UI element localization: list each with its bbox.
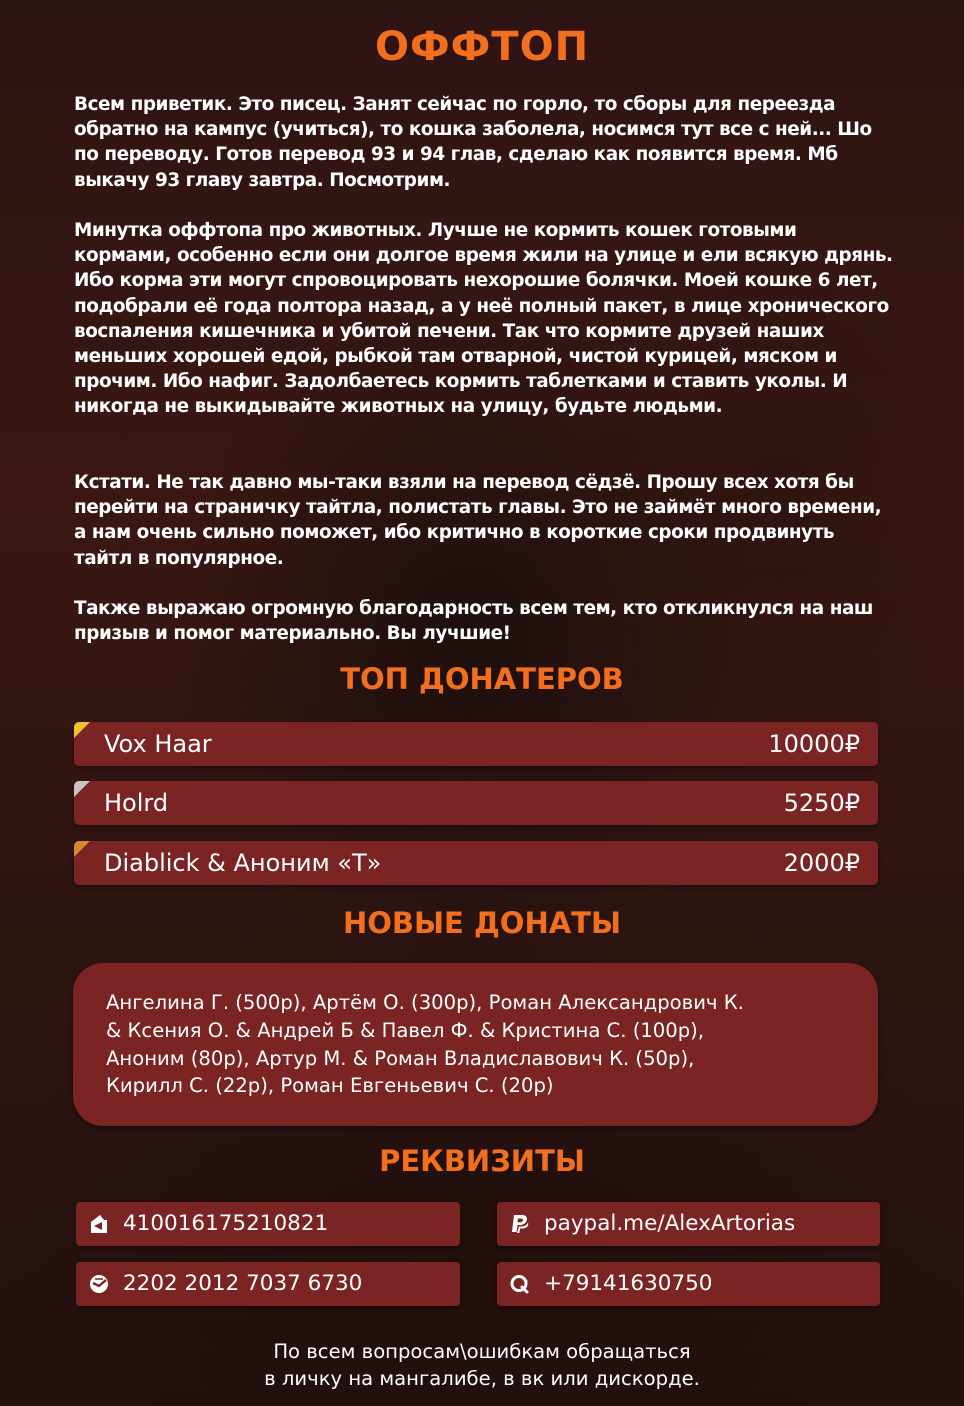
donor-amount: 5250₽ <box>783 789 860 817</box>
yoomoney-wallet-icon <box>88 1214 110 1234</box>
donor-amount: 10000₽ <box>768 730 860 758</box>
requisites-heading: РЕКВИЗИТЫ <box>379 1144 585 1178</box>
bronze-medal-icon <box>74 841 90 857</box>
gold-medal-icon <box>74 722 90 738</box>
paragraph-thanks: Также выражаю огромную благодарность всем тем, кто откликнулся на наш призыв и помог материально. Вы лучшие! <box>74 598 874 645</box>
paypal-icon <box>509 1214 531 1234</box>
new-donations-heading: НОВЫЕ ДОНАТЫ <box>342 906 621 940</box>
donor-name: Vox Haar <box>104 730 212 758</box>
requisite-paypal[interactable] <box>497 1202 880 1246</box>
requisite-value: paypal.me/AlexArtorias <box>544 1211 796 1236</box>
donor-row-silver <box>74 781 878 825</box>
paragraph-greeting: Всем приветик. Это писец. Занят сейчас по горло, то сборы для переезда обратно на кампус (учиться), то кошка заболела, носимся тут все с ней... Шо по переводу. Готов перевод 93 и 94 глав, сделаю как появится время. Мб выкачу 93 главу завтра. Посмотрим. <box>74 94 872 191</box>
requisite-yoomoney[interactable] <box>76 1202 460 1246</box>
requisite-value: 2202 2012 7037 6730 <box>123 1271 363 1296</box>
donor-amount: 2000₽ <box>783 849 860 877</box>
requisite-value: 410016175210821 <box>123 1211 329 1236</box>
donor-row-bronze <box>74 841 878 885</box>
silver-medal-icon <box>74 781 90 797</box>
paragraph-animals: Минутка оффтопа про животных. Лучше не кормить кошек готовыми кормами, особенно если они долгое время жили на улице и ели всякую дрянь. Ибо корма эти могут спровоцировать нехорошие болячки. Моей кошке 6 лет, подобрали её года полтора назад, а у неё полный пакет, в лице хронического воспаления кишечника и убитой печени. Так что кормите друзей наших меньших хорошей едой, рыбкой там отварной, чистой курицей, мяском и прочим. Ибо нафиг. Задолбаетесь кормить таблетками и ставить уколы. И никогда не выкидывайте животных на улицу, будьте людьми. <box>74 220 893 418</box>
requisite-value: +79141630750 <box>544 1271 713 1296</box>
top-donors-heading: ТОП ДОНАТЕРОВ <box>340 662 624 696</box>
donor-name: Holrd <box>104 789 169 817</box>
sberbank-icon <box>88 1274 110 1294</box>
qiwi-icon <box>509 1274 531 1294</box>
donor-row-gold <box>74 722 878 766</box>
requisite-qiwi[interactable] <box>497 1262 880 1306</box>
footer-contact-note: По всем вопросам\ошибкам обращаться в личку на мангалибе, в вк или дискорде. <box>264 1340 700 1390</box>
paragraph-new-title: Кстати. Не так давно мы-таки взяли на перевод сёдзё. Прошу всех хотя бы перейти на страничку тайтла, полистать главы. Это не займёт много времени, а нам очень сильно поможет, ибо критично в короткие сроки продвинуть тайтл в популярное. <box>74 472 882 569</box>
donor-name: Diablick & Аноним «Т» <box>104 849 382 877</box>
page-title: ОФФТОП <box>374 24 590 70</box>
requisite-sberbank[interactable] <box>76 1262 460 1306</box>
new-donations-box <box>73 963 878 1126</box>
new-donations-list: Ангелина Г. (500р), Артём О. (300р), Роман Александрович К. & Ксения О. & Андрей Б & Павел Ф. & Кристина С. (100р), Аноним (80р), Артур М. & Роман Владиславович К. (50р), Кирилл С. (22р), Роман Евгеньевич С. (20р) <box>106 991 744 1098</box>
